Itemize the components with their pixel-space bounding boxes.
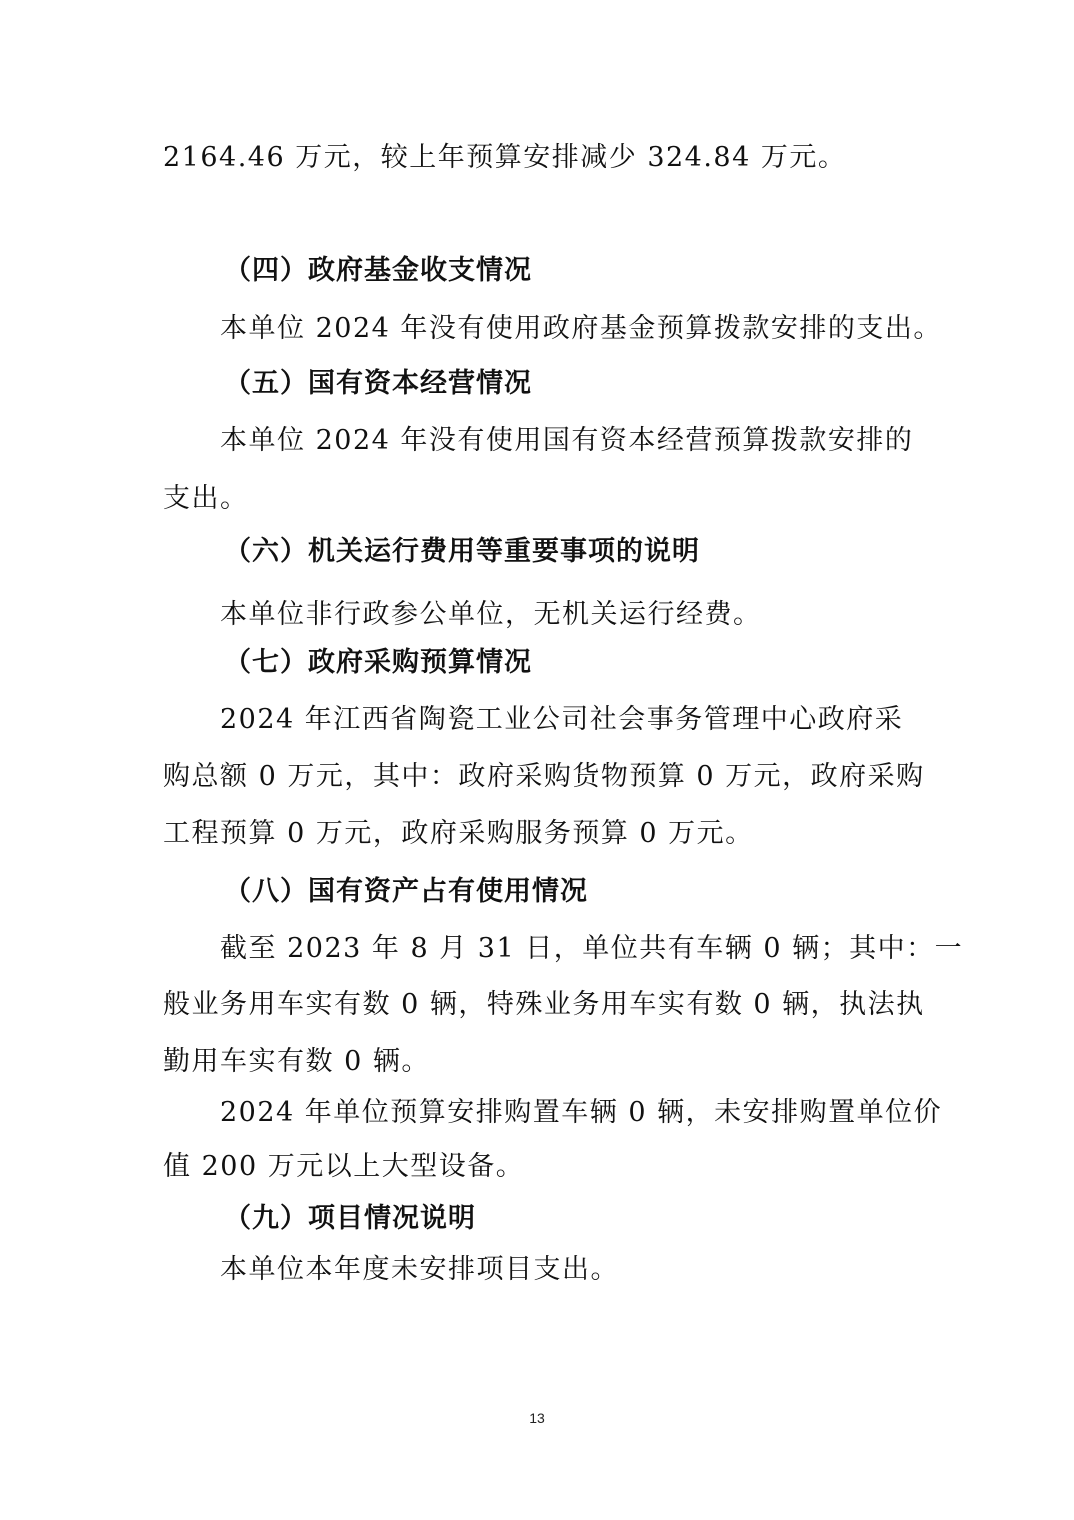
paragraph-line: 支出。 [163, 483, 249, 514]
section-heading: （九）项目情况说明 [224, 1203, 476, 1234]
section-heading: （八）国有资产占有使用情况 [224, 876, 588, 907]
paragraph-line: 本单位 2024 年没有使用政府基金预算拨款安排的支出。 [220, 313, 942, 344]
section-heading: （六）机关运行费用等重要事项的说明 [224, 536, 700, 567]
paragraph-line: 工程预算 0 万元，政府采购服务预算 0 万元。 [163, 818, 754, 849]
paragraph-line: 般业务用车实有数 0 辆，特殊业务用车实有数 0 辆，执法执 [163, 989, 925, 1020]
paragraph-line: 本单位本年度未安排项目支出。 [220, 1254, 619, 1285]
paragraph-line: 值 200 万元以上大型设备。 [163, 1151, 525, 1182]
paragraph-line: 购总额 0 万元，其中：政府采购货物预算 0 万元，政府采购 [163, 761, 925, 792]
paragraph-line: 本单位 2024 年没有使用国有资本经营预算拨款安排的 [220, 425, 914, 456]
paragraph-line: 截至 2023 年 8 月 31 日，单位共有车辆 0 辆；其中：一 [220, 933, 964, 964]
paragraph-line: 2164.46 万元，较上年预算安排减少 324.84 万元。 [163, 142, 847, 173]
page-number: 13 [529, 1410, 545, 1426]
paragraph-line: 2024 年江西省陶瓷工业公司社会事务管理中心政府采 [220, 704, 904, 735]
paragraph-line: 勤用车实有数 0 辆。 [163, 1046, 430, 1077]
section-heading: （七）政府采购预算情况 [224, 647, 532, 678]
paragraph-line: 本单位非行政参公单位，无机关运行经费。 [220, 599, 762, 630]
paragraph-line: 2024 年单位预算安排购置车辆 0 辆，未安排购置单位价 [220, 1097, 943, 1128]
section-heading: （五）国有资本经营情况 [224, 368, 532, 399]
section-heading: （四）政府基金收支情况 [224, 255, 532, 286]
